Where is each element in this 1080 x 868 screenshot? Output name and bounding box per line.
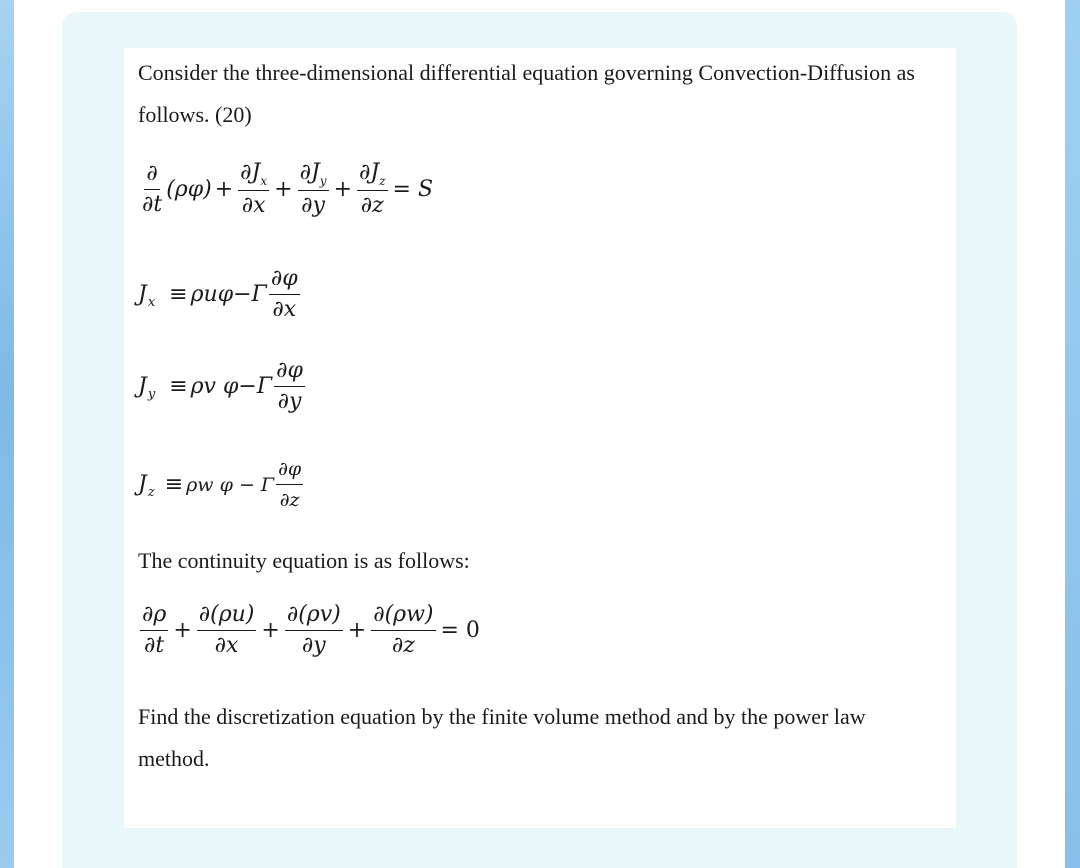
jy-derivative-fraction (298, 160, 329, 219)
fraction-numerator (238, 160, 269, 191)
fraction-denominator: ∂y (301, 633, 326, 658)
flux-jx-equation (138, 266, 302, 323)
plus-operator: + (261, 618, 280, 643)
gradient-fraction (274, 358, 305, 415)
gradient-fraction (269, 266, 300, 323)
left-background-band (0, 0, 14, 868)
continuity-equation (138, 602, 483, 659)
fraction-denominator: ∂y (277, 389, 302, 414)
equivalence-symbol: ≡ (164, 472, 184, 497)
flux-expression: ρuφ−Γ (190, 282, 267, 307)
fraction-numerator: ∂ (144, 161, 159, 190)
numerator-symbol: ∂J (240, 160, 261, 185)
source-term: = S (392, 177, 434, 202)
fraction-numerator (357, 160, 388, 191)
fraction-numerator: ∂(ρu) (197, 602, 257, 631)
plus-operator: + (347, 618, 367, 643)
fraction-numerator: ∂ρ (140, 602, 168, 631)
fraction-denominator: ∂z (391, 633, 415, 658)
fraction-numerator: ∂φ (276, 456, 303, 485)
flux-subscript: x (147, 295, 156, 310)
fraction-denominator: ∂t (142, 192, 163, 217)
plus-operator: + (333, 177, 353, 202)
fraction-denominator: ∂y (301, 193, 325, 218)
plus-operator: + (214, 177, 234, 202)
right-background-band (1065, 0, 1080, 868)
density-time-fraction (140, 602, 168, 659)
gradient-fraction (276, 456, 303, 513)
fraction-numerator (298, 160, 329, 191)
flux-jy-equation (138, 358, 307, 415)
flux-expression: ρw φ − Γ (186, 473, 275, 496)
flux-subscript: y (147, 387, 156, 402)
fraction-numerator: ∂φ (269, 266, 300, 295)
continuity-intro-text: The continuity equation is as follows: (138, 548, 470, 573)
task-text: Find the discretization equation by the finite volume method and by the power law method. (138, 704, 866, 771)
equivalence-symbol: ≡ (169, 374, 188, 399)
flux-expression: ρv φ−Γ (190, 374, 273, 399)
flux-symbol: J (138, 374, 147, 399)
mass-flux-z-fraction (371, 602, 435, 659)
subscript: z (379, 174, 386, 188)
flux-symbol: J (138, 472, 147, 497)
fraction-denominator: ∂t (144, 633, 165, 658)
fraction-denominator: ∂z (360, 193, 384, 218)
question-document (124, 48, 956, 828)
flux-jz-equation (138, 456, 305, 513)
jz-derivative-fraction (357, 160, 388, 219)
fraction-denominator: ∂x (272, 297, 297, 322)
time-derivative-fraction (140, 161, 164, 218)
fraction-denominator: ∂z (279, 489, 300, 511)
fraction-denominator: ∂x (241, 193, 266, 218)
fraction-numerator: ∂φ (274, 358, 305, 387)
plus-operator: + (274, 177, 293, 202)
flux-symbol: J (138, 282, 147, 307)
fraction-numerator: ∂(ρv) (285, 602, 343, 631)
mass-flux-x-fraction (197, 602, 257, 659)
jx-derivative-fraction (238, 160, 269, 219)
subscript: x (260, 174, 268, 188)
fraction-denominator: ∂x (214, 633, 239, 658)
fraction-numerator: ∂(ρw) (371, 602, 435, 631)
numerator-symbol: ∂J (359, 160, 380, 185)
equivalence-symbol: ≡ (169, 282, 188, 307)
flux-subscript: z (147, 485, 155, 500)
mass-flux-y-fraction (285, 602, 343, 659)
rho-phi-term: (ρφ) (166, 177, 212, 202)
plus-operator: + (173, 618, 192, 643)
intro-text: Consider the three-dimensional differential equation governing Convection-Diffusion as follows. (20) (138, 60, 915, 127)
equals-zero: = 0 (440, 618, 480, 643)
numerator-symbol: ∂J (299, 160, 320, 185)
subscript: y (319, 174, 327, 188)
convection-diffusion-equation (138, 160, 436, 219)
